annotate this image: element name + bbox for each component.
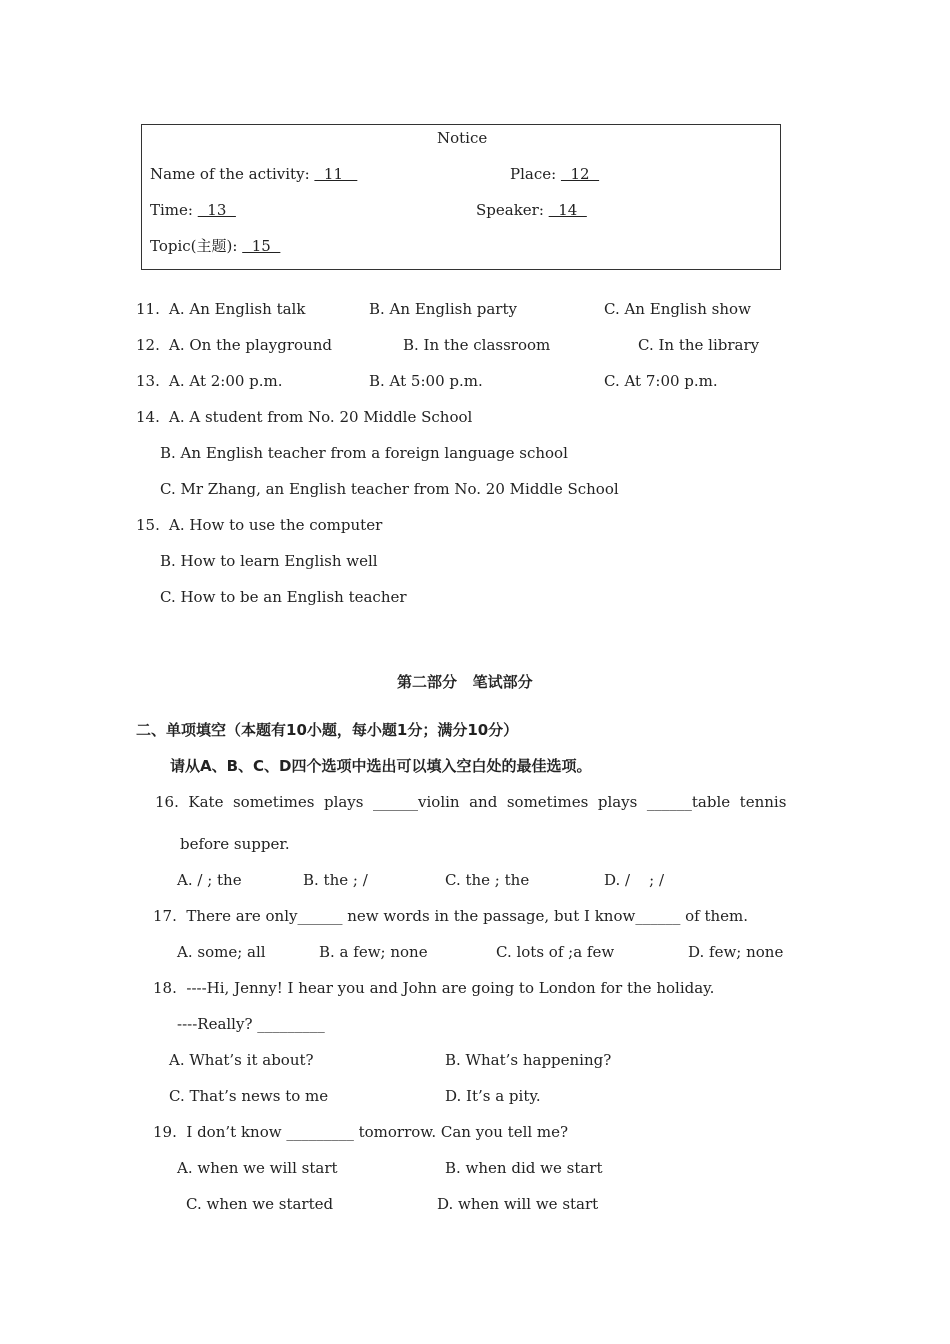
notice-topic-blank: 15: [242, 237, 281, 255]
q16-option-c: C. the ; the: [445, 871, 530, 889]
section-heading: 二、单项填空（本题有10小题，每小题1分；满分10分）: [136, 721, 519, 739]
q11-option-b: B. An English party: [369, 300, 517, 318]
q18-option-b: B. What’s happening?: [445, 1051, 612, 1069]
q15-option-c: C. How to be an English teacher: [160, 588, 407, 606]
q13-number: 13.: [136, 372, 160, 390]
notice-name-blank: 11: [314, 165, 358, 183]
q12-number: 12.: [136, 336, 160, 354]
q14-option-c: C. Mr Zhang, an English teacher from No. 20 Middle School: [160, 480, 619, 498]
q19-option-c: C. when we started: [186, 1195, 334, 1213]
notice-place-field: [510, 165, 599, 183]
q15-number: 15.: [136, 516, 160, 534]
notice-place-blank: 12: [560, 165, 600, 183]
q16-stem-line1: 16. Kate sometimes plays ______violin and sometimes plays ______table tennis: [155, 793, 787, 811]
q12-option-b: B. In the classroom: [403, 336, 551, 354]
q18-stem-line1: 18. ----Hi, Jenny! I hear you and John are going to London for the holiday.: [153, 979, 715, 997]
q12-option-a: A. On the playground: [169, 336, 332, 354]
notice-speaker-label: Speaker:: [476, 201, 549, 219]
q13-option-b: B. At 5:00 p.m.: [369, 372, 483, 390]
q15-option-a: A. How to use the computer: [169, 516, 383, 534]
notice-name-field: [150, 165, 357, 183]
q13-option-a: A. At 2:00 p.m.: [169, 372, 283, 390]
notice-name-label: Name of the activity:: [150, 165, 315, 183]
q14-option-a: A. A student from No. 20 Middle School: [169, 408, 473, 426]
q14-option-b: B. An English teacher from a foreign language school: [160, 444, 568, 462]
section-instruction: 请从A、B、C、D四个选项中选出可以填入空白处的最佳选项。: [170, 757, 592, 775]
q13-option-c: C. At 7:00 p.m.: [604, 372, 718, 390]
q19-stem: 19. I don’t know _________ tomorrow. Can you tell me?: [153, 1123, 569, 1141]
q18-option-c: C. That’s news to me: [169, 1087, 329, 1105]
notice-title: Notice: [437, 129, 488, 147]
q11-option-c: C. An English show: [604, 300, 751, 318]
q12-option-c: C. In the library: [638, 336, 760, 354]
q11-number: 11.: [136, 300, 160, 318]
notice-time-label: Time:: [150, 201, 198, 219]
q16-stem-line2: before supper.: [180, 835, 290, 853]
q17-option-b: B. a few; none: [319, 943, 428, 961]
notice-time-field: [150, 201, 236, 219]
notice-speaker-blank: 14: [548, 201, 587, 219]
q17-option-c: C. lots of ;a few: [496, 943, 615, 961]
q18-stem-line2: ----Really? _________: [177, 1015, 325, 1033]
q17-stem: 17. There are only______ new words in the passage, but I know______ of them.: [153, 907, 748, 925]
q17-option-d: D. few; none: [688, 943, 784, 961]
q19-option-b: B. when did we start: [445, 1159, 603, 1177]
part2-title: 第二部分 笔试部分: [397, 673, 533, 691]
q19-option-d: D. when will we start: [437, 1195, 599, 1213]
notice-topic-field: [150, 237, 280, 255]
notice-topic-label: Topic(主题):: [150, 237, 243, 255]
q18-option-a: A. What’s it about?: [169, 1051, 314, 1069]
q15-option-b: B. How to learn English well: [160, 552, 378, 570]
q16-option-b: B. the ; /: [303, 871, 368, 889]
q14-number: 14.: [136, 408, 160, 426]
q17-option-a: A. some; all: [177, 943, 266, 961]
q16-option-a: A. / ; the: [177, 871, 242, 889]
notice-time-blank: 13: [197, 201, 236, 219]
notice-speaker-field: [476, 201, 587, 219]
q19-option-a: A. when we will start: [177, 1159, 338, 1177]
q11-option-a: A. An English talk: [169, 300, 306, 318]
notice-place-label: Place:: [510, 165, 561, 183]
q18-option-d: D. It’s a pity.: [445, 1087, 541, 1105]
q16-option-d: D. / ; /: [604, 871, 665, 889]
